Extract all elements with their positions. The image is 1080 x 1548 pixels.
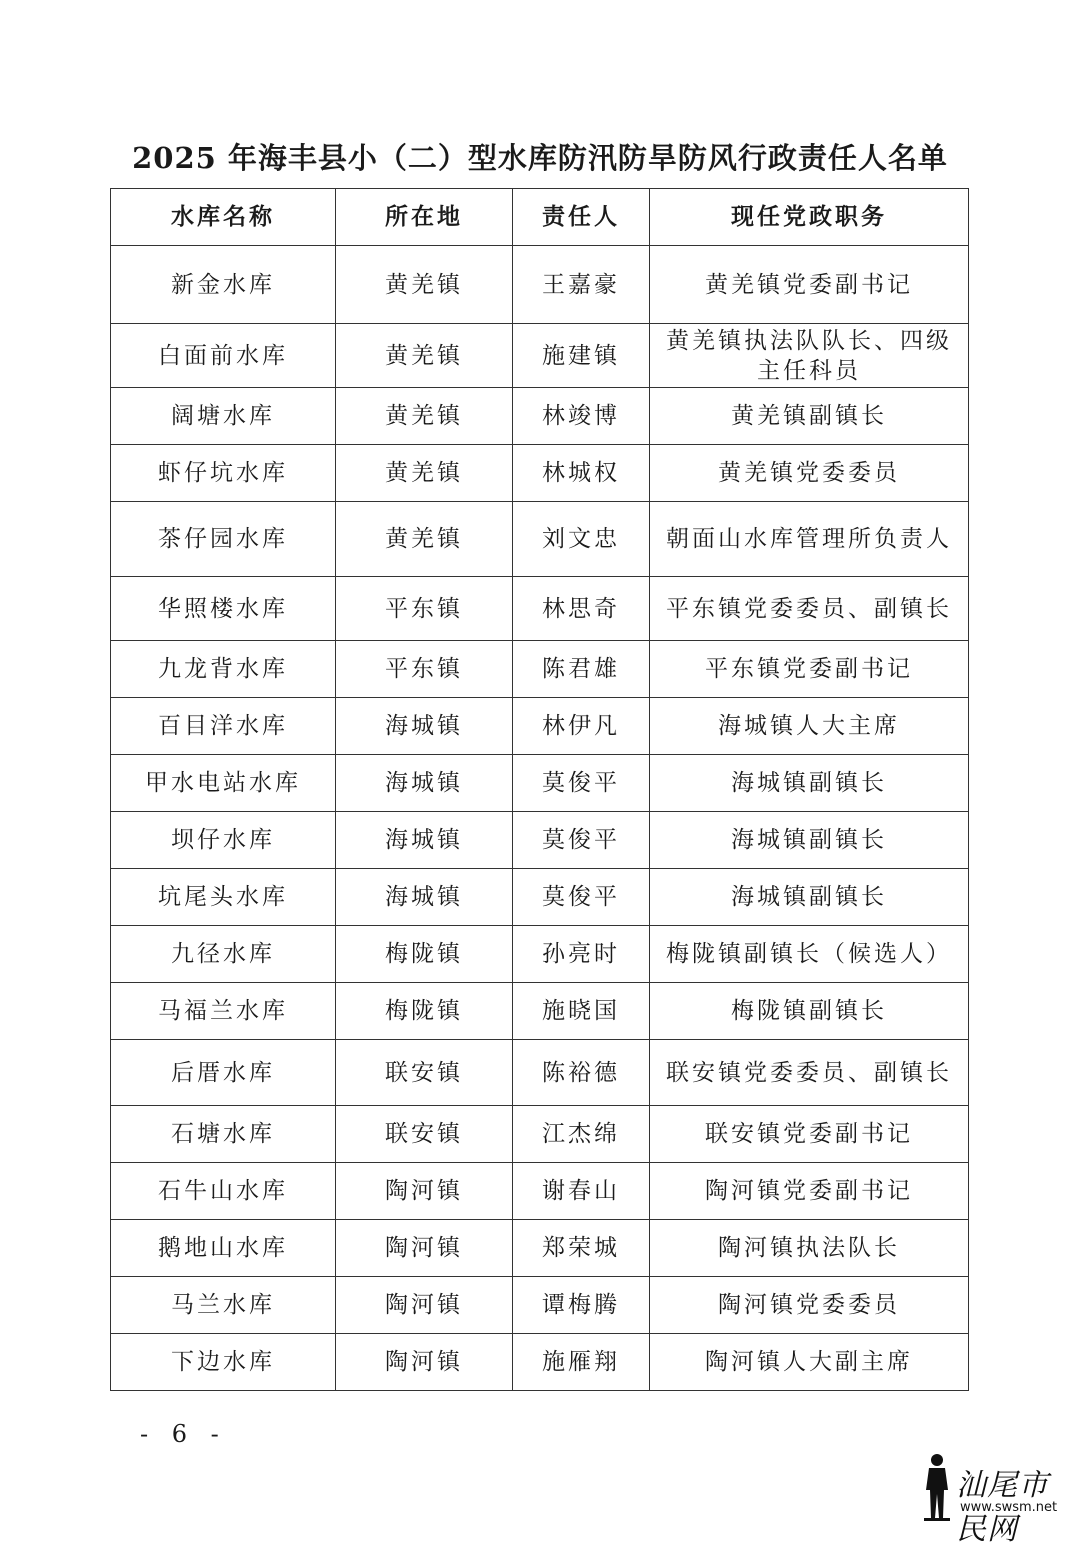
- cell-person: 王嘉豪: [513, 246, 650, 324]
- cell-location: 黄羌镇: [336, 502, 513, 577]
- page-number: - 6 -: [140, 1420, 227, 1448]
- cell-reservoir-name: 石牛山水库: [111, 1163, 336, 1220]
- cell-location: 梅陇镇: [336, 983, 513, 1040]
- cell-location: 陶河镇: [336, 1277, 513, 1334]
- cell-position: 陶河镇党委委员: [650, 1277, 969, 1334]
- person-silhouette-icon: [920, 1452, 954, 1522]
- table-row: [111, 1334, 969, 1391]
- cell-reservoir-name: 虾仔坑水库: [111, 445, 336, 502]
- table-row: [111, 1277, 969, 1334]
- cell-location: 黄羌镇: [336, 445, 513, 502]
- cell-location: 黄羌镇: [336, 324, 513, 388]
- table-row: [111, 641, 969, 698]
- cell-location: 陶河镇: [336, 1163, 513, 1220]
- cell-position: 联安镇党委委员、副镇长: [650, 1040, 969, 1106]
- column-header-reservoir-name: 水库名称: [111, 189, 336, 246]
- cell-person: 施建镇: [513, 324, 650, 388]
- table-row: [111, 388, 969, 445]
- cell-position: 平东镇党委委员、副镇长: [650, 577, 969, 641]
- cell-position: 联安镇党委副书记: [650, 1106, 969, 1163]
- cell-reservoir-name: 白面前水库: [111, 324, 336, 388]
- watermark-url: www.swsm.net: [960, 1500, 1058, 1515]
- cell-person: 林思奇: [513, 577, 650, 641]
- table-row: [111, 246, 969, 324]
- table-row: [111, 445, 969, 502]
- cell-reservoir-name: 坝仔水库: [111, 812, 336, 869]
- watermark-text: 汕尾市民网: [956, 1468, 1049, 1547]
- cell-person: 谢春山: [513, 1163, 650, 1220]
- cell-reservoir-name: 石塘水库: [111, 1106, 336, 1163]
- cell-location: 黄羌镇: [336, 246, 513, 324]
- cell-position: 黄羌镇党委委员: [650, 445, 969, 502]
- cell-location: 海城镇: [336, 869, 513, 926]
- cell-location: 平东镇: [336, 577, 513, 641]
- cell-location: 海城镇: [336, 698, 513, 755]
- table-row: [111, 1106, 969, 1163]
- table-row: [111, 698, 969, 755]
- cell-position: 平东镇党委副书记: [650, 641, 969, 698]
- cell-location: 陶河镇: [336, 1220, 513, 1277]
- cell-person: 陈君雄: [513, 641, 650, 698]
- cell-person: 林伊凡: [513, 698, 650, 755]
- cell-person: 莫俊平: [513, 755, 650, 812]
- cell-reservoir-name: 马福兰水库: [111, 983, 336, 1040]
- cell-person: 莫俊平: [513, 869, 650, 926]
- cell-location: 平东镇: [336, 641, 513, 698]
- table-row: [111, 755, 969, 812]
- cell-position: 黄羌镇执法队队长、四级主任科员: [650, 324, 969, 388]
- cell-position: 黄羌镇党委副书记: [650, 246, 969, 324]
- table-row: [111, 983, 969, 1040]
- cell-position: 陶河镇人大副主席: [650, 1334, 969, 1391]
- cell-position: 梅陇镇副镇长（候选人）: [650, 926, 969, 983]
- table-row: [111, 502, 969, 577]
- cell-person: 江杰绵: [513, 1106, 650, 1163]
- cell-location: 梅陇镇: [336, 926, 513, 983]
- cell-location: 海城镇: [336, 812, 513, 869]
- cell-position: 海城镇副镇长: [650, 869, 969, 926]
- cell-location: 黄羌镇: [336, 388, 513, 445]
- cell-reservoir-name: 甲水电站水库: [111, 755, 336, 812]
- site-watermark: [916, 1452, 1076, 1547]
- cell-reservoir-name: 鹅地山水库: [111, 1220, 336, 1277]
- cell-position: 朝面山水库管理所负责人: [650, 502, 969, 577]
- cell-reservoir-name: 九龙背水库: [111, 641, 336, 698]
- cell-position: 陶河镇执法队长: [650, 1220, 969, 1277]
- cell-reservoir-name: 茶仔园水库: [111, 502, 336, 577]
- table-row: [111, 1040, 969, 1106]
- cell-person: 施晓国: [513, 983, 650, 1040]
- cell-person: 林竣博: [513, 388, 650, 445]
- cell-person: 莫俊平: [513, 812, 650, 869]
- cell-person: 郑荣城: [513, 1220, 650, 1277]
- cell-location: 联安镇: [336, 1106, 513, 1163]
- cell-person: 谭梅腾: [513, 1277, 650, 1334]
- table-row: [111, 324, 969, 388]
- table-row: [111, 1220, 969, 1277]
- cell-position: 黄羌镇副镇长: [650, 388, 969, 445]
- cell-position: 梅陇镇副镇长: [650, 983, 969, 1040]
- table-row: [111, 577, 969, 641]
- table-row: [111, 812, 969, 869]
- cell-person: 施雁翔: [513, 1334, 650, 1391]
- cell-reservoir-name: 下边水库: [111, 1334, 336, 1391]
- cell-reservoir-name: 新金水库: [111, 246, 336, 324]
- cell-position: 海城镇副镇长: [650, 755, 969, 812]
- cell-location: 陶河镇: [336, 1334, 513, 1391]
- table-header-row: [111, 189, 969, 246]
- table-body: [111, 246, 969, 1391]
- cell-person: 孙亮时: [513, 926, 650, 983]
- cell-reservoir-name: 华照楼水库: [111, 577, 336, 641]
- reservoir-responsibility-table: [110, 188, 969, 1391]
- cell-person: 陈裕德: [513, 1040, 650, 1106]
- cell-location: 联安镇: [336, 1040, 513, 1106]
- document-title: 2025 年海丰县小（二）型水库防汛防旱防风行政责任人名单: [132, 141, 948, 175]
- table-row: [111, 1163, 969, 1220]
- cell-reservoir-name: 百目洋水库: [111, 698, 336, 755]
- column-header-position: 现任党政职务: [650, 189, 969, 246]
- cell-position: 陶河镇党委副书记: [650, 1163, 969, 1220]
- cell-position: 海城镇副镇长: [650, 812, 969, 869]
- cell-reservoir-name: 后厝水库: [111, 1040, 336, 1106]
- cell-reservoir-name: 马兰水库: [111, 1277, 336, 1334]
- cell-reservoir-name: 阔塘水库: [111, 388, 336, 445]
- cell-reservoir-name: 九径水库: [111, 926, 336, 983]
- column-header-person: 责任人: [513, 189, 650, 246]
- table-row: [111, 869, 969, 926]
- cell-position: 海城镇人大主席: [650, 698, 969, 755]
- table-row: [111, 926, 969, 983]
- column-header-location: 所在地: [336, 189, 513, 246]
- cell-reservoir-name: 坑尾头水库: [111, 869, 336, 926]
- cell-person: 林城权: [513, 445, 650, 502]
- cell-person: 刘文忠: [513, 502, 650, 577]
- cell-location: 海城镇: [336, 755, 513, 812]
